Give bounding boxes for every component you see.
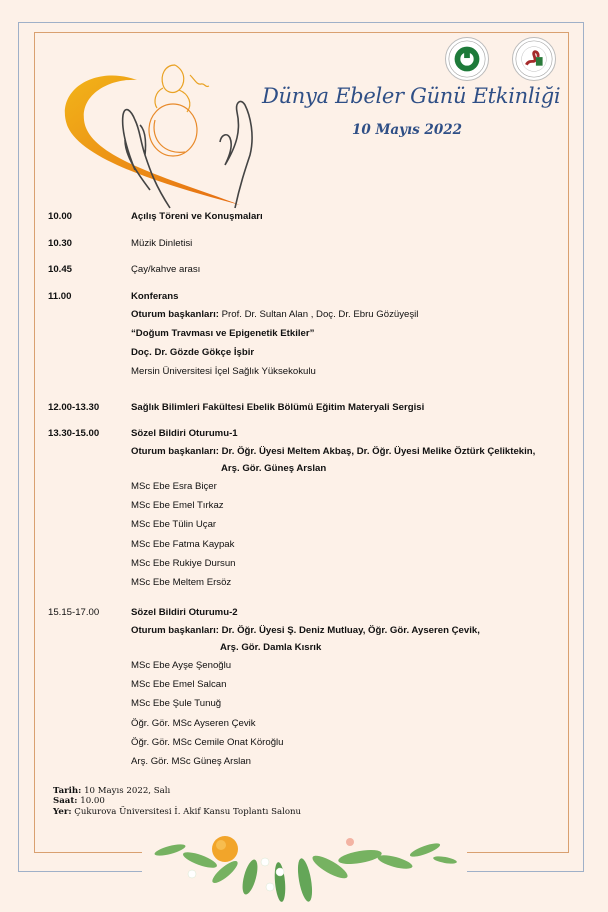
presenter-name: MSc Ebe Fatma Kaypak	[131, 539, 235, 550]
program-title: Çay/kahve arası	[131, 264, 201, 275]
date-label: Tarih:	[53, 786, 82, 796]
speaker-name: Doç. Dr. Gözde Gökçe İşbir	[131, 347, 255, 358]
presenter-name: Öğr. Gör. MSc Ayseren Çevik	[131, 718, 256, 729]
program-title: Müzik Dinletisi	[131, 238, 193, 249]
program-title: Açılış Töreni ve Konuşmaları	[131, 211, 263, 222]
program-time: 10.45	[48, 264, 73, 275]
presenter-name: MSc Ebe Emel Salcan	[131, 679, 227, 690]
hands-outline	[123, 101, 252, 208]
presenter-name: MSc Ebe Esra Biçer	[131, 481, 217, 492]
chairs-line: Oturum başkanları: Dr. Öğr. Üyesi Meltem Akbaş, Dr. Öğr. Üyesi Melike Öztürk Çeliktekin,	[131, 446, 536, 457]
program-time: 10.30	[48, 238, 73, 249]
program-time: 10.00	[48, 211, 73, 222]
date-value: 10 Mayıs 2022, Salı	[81, 786, 171, 796]
chairs-names: Prof. Dr. Sultan Alan , Doç. Dr. Ebru Gözüyeşil	[221, 309, 419, 320]
woman-figure	[155, 65, 209, 112]
event-date-line	[53, 786, 301, 796]
program-title: Sözel Bildiri Oturumu-2	[131, 607, 238, 618]
presenter-name: MSc Ebe Emel Tırkaz	[131, 500, 224, 511]
place-value: Çukurova Üniversitesi İ. Akif Kansu Toplantı Salonu	[71, 806, 302, 817]
time-value: 10.00	[77, 796, 105, 807]
program-title: Sağlık Bilimleri Fakültesi Ebelik Bölümü Eğitim Materyali Sergisi	[131, 402, 425, 413]
cukurova-universitesi-seal	[445, 37, 489, 81]
chairs-label: Oturum başkanları:	[131, 309, 219, 320]
chairs-line: Arş. Gör. Güneş Arslan	[221, 463, 327, 474]
saglik-bilimleri-fakultesi-seal	[512, 37, 556, 81]
chairs-line: Oturum başkanları: Dr. Öğr. Üyesi Ş. Deniz Mutluay, Öğr. Gör. Ayseren Çevik,	[131, 625, 480, 636]
presenter-name: MSc Ebe Meltem Ersöz	[131, 577, 232, 588]
event-date-heading: 10 Mayıs 2022	[351, 122, 463, 138]
event-info	[53, 786, 301, 817]
chairs-line: Arş. Gör. Damla Kısrık	[220, 642, 322, 653]
presenter-name: MSc Ebe Ayşe Şenoğlu	[131, 660, 232, 671]
presenter-name: MSc Ebe Şule Tunuğ	[131, 698, 222, 709]
place-label: Yer:	[53, 806, 72, 817]
program-title: Sözel Bildiri Oturumu-1	[131, 428, 238, 439]
page-title: Dünya Ebeler Günü Etkinliği	[262, 84, 561, 108]
swoosh-shape	[65, 76, 240, 205]
program-time: 13.30-15.00	[48, 428, 100, 439]
presenter-name: Arş. Gör. MSc Güneş Arslan	[131, 756, 251, 767]
pregnant-belly	[149, 104, 197, 156]
time-label: Saat:	[53, 796, 78, 807]
presenter-name: MSc Ebe Rukiye Dursun	[131, 558, 236, 569]
event-place-line	[53, 807, 301, 817]
presenter-name: MSc Ebe Tülin Uçar	[131, 519, 217, 530]
orange-blossom-garland	[130, 832, 470, 912]
program-time: 11.00	[48, 291, 72, 302]
speaker-affiliation: Mersin Üniversitesi İçel Sağlık Yüksekokulu	[131, 366, 316, 377]
program-time: 12.00-13.30	[48, 402, 100, 413]
talk-title: “Doğum Travması ve Epigenetik Etkiler”	[131, 328, 315, 339]
program-time: 15.15-17.00	[48, 607, 100, 618]
program-title: Konferans	[131, 291, 179, 302]
presenter-name: Öğr. Gör. MSc Cemile Onat Köroğlu	[131, 737, 284, 748]
university-emblem-icon	[446, 38, 488, 80]
faculty-emblem-icon	[513, 38, 555, 80]
orange-fruit	[212, 836, 238, 862]
event-time-line	[53, 796, 301, 806]
midwife-logo-illustration	[55, 60, 255, 210]
